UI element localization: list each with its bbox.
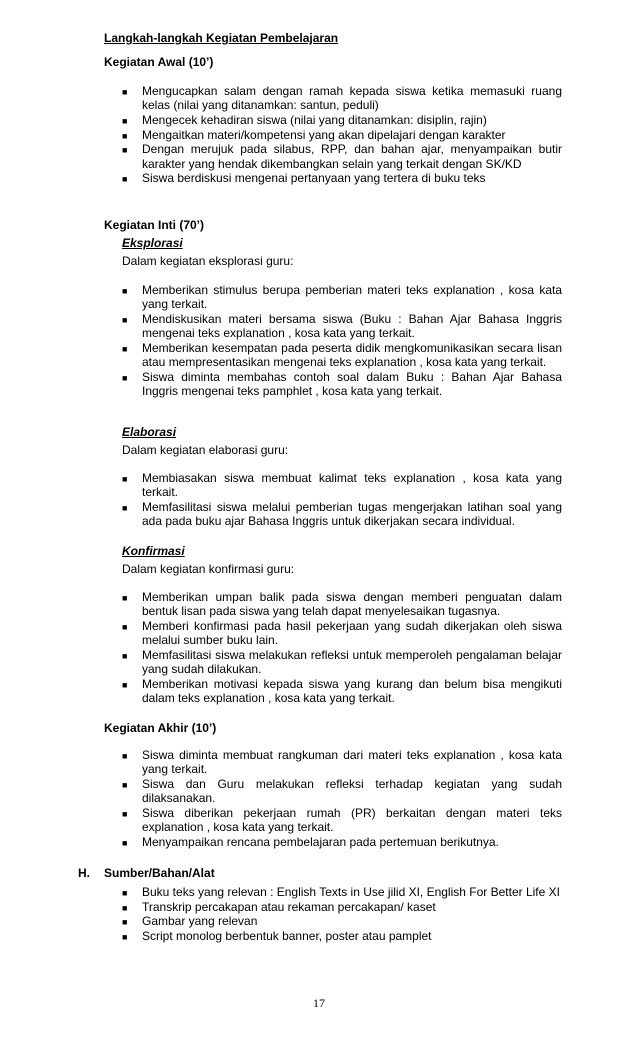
sumber-heading: Sumber/Bahan/Alat xyxy=(104,866,215,880)
list-item-text: Dengan merujuk pada silabus, RPP, dan bahan ajar, menyampaikan butir karakter yang hendak dikembangkan selain yang terkait dengan SK/KD xyxy=(142,142,562,171)
list-item xyxy=(122,914,562,928)
elaborasi-list xyxy=(122,471,562,529)
list-item xyxy=(122,341,562,370)
bullet-square-icon: ■ xyxy=(122,651,128,661)
list-item-text: Memberikan stimulus berupa pemberian materi teks explanation , kosa kata yang terkait. xyxy=(142,283,562,312)
list-item-text: Siswa dan Guru melakukan refleksi terhadap kegiatan yang sudah dilaksanakan. xyxy=(142,777,562,806)
eksplorasi-title: Eksplorasi xyxy=(122,236,183,250)
list-item xyxy=(122,929,562,943)
list-item-text: Mengaitkan materi/kompetensi yang akan dipelajari dengan karakter xyxy=(142,127,506,142)
list-item xyxy=(122,806,562,835)
list-item-text: Siswa berdiskusi mengenai pertanyaan yang tertera di buku teks xyxy=(142,171,486,186)
bullet-square-icon: ■ xyxy=(122,503,128,513)
list-item xyxy=(122,500,562,529)
bullet-square-icon: ■ xyxy=(122,474,128,484)
list-item xyxy=(122,619,562,648)
bullet-square-icon: ■ xyxy=(122,116,128,126)
bullet-square-icon: ■ xyxy=(122,680,128,690)
konfirmasi-intro: Dalam kegiatan konfirmasi guru: xyxy=(122,562,295,576)
elaborasi-intro: Dalam kegiatan elaborasi guru: xyxy=(122,443,289,457)
eksplorasi-list xyxy=(122,283,562,399)
list-item-text: Memberikan motivasi kepada siswa yang kurang dan belum bisa mengikuti dalam teks explanation , kosa kata yang terkait. xyxy=(142,677,562,706)
list-item xyxy=(122,835,562,849)
list-item-text: Siswa diminta membuat rangkuman dari materi teks explanation , kosa kata yang terkait. xyxy=(142,748,562,777)
bullet-square-icon: ■ xyxy=(122,286,128,296)
list-item-text: Menyampaikan rencana pembelajaran pada pertemuan berikutnya. xyxy=(142,835,499,849)
bullet-square-icon: ■ xyxy=(122,622,128,632)
list-item-text: Memberikan umpan balik pada siswa dengan memberi penguatan dalam bentuk lisan pada siswa yang telah dapat menyelesaikan tugasnya. xyxy=(142,590,562,619)
list-item-text: Transkrip percakapan atau rekaman percakapan/ kaset xyxy=(142,899,436,914)
bullet-square-icon: ■ xyxy=(122,751,128,761)
list-item xyxy=(122,171,562,185)
list-item xyxy=(122,648,562,677)
list-item xyxy=(122,113,562,127)
bullet-square-icon: ■ xyxy=(122,145,128,156)
bullet-square-icon: ■ xyxy=(122,130,128,141)
eksplorasi-intro: Dalam kegiatan eksplorasi guru: xyxy=(122,254,294,268)
list-item-text: Siswa diminta membahas contoh soal dalam Buku : Bahan Ajar Bahasa Inggris mengenai teks pamphlet , kosa kata yang terkait. xyxy=(142,370,562,399)
list-item-text: Membiasakan siswa membuat kalimat teks explanation , kosa kata yang terkait. xyxy=(142,471,562,500)
list-item xyxy=(122,777,562,806)
list-item xyxy=(122,370,562,399)
list-item-text: Memfasilitasi siswa melalui pemberian tugas mengerjakan latihan soal yang ada pada buku ajar Bahasa Inggris untuk dikerjakan secara individual. xyxy=(142,500,562,529)
list-item-text: Buku teks yang relevan : English Texts in Use jilid XI, English For Better Life XI xyxy=(142,885,560,899)
list-item xyxy=(122,590,562,619)
list-item xyxy=(122,84,562,113)
list-item-text: Mengucapkan salam dengan ramah kepada siswa ketika memasuki ruang kelas (nilai yang ditanamkan: santun, peduli) xyxy=(142,84,562,113)
section-letter-h: H. xyxy=(78,866,90,880)
list-item xyxy=(122,283,562,312)
list-item xyxy=(122,142,562,171)
bullet-square-icon: ■ xyxy=(122,315,128,325)
list-item-text: Script monolog berbentuk banner, poster atau pamplet xyxy=(142,928,432,943)
kegiatan-awal-list xyxy=(122,84,562,186)
kegiatan-akhir-list xyxy=(122,748,562,850)
list-item xyxy=(122,900,562,914)
kegiatan-awal-heading: Kegiatan Awal (10’) xyxy=(104,55,214,69)
kegiatan-inti-heading: Kegiatan Inti (70’) xyxy=(104,218,205,232)
bullet-square-icon: ■ xyxy=(122,780,128,790)
bullet-square-icon: ■ xyxy=(122,931,128,942)
bullet-square-icon: ■ xyxy=(122,344,128,354)
list-item-text: Gambar yang relevan xyxy=(142,914,258,929)
list-item-text: Mengecek kehadiran siswa (nilai yang ditanamkan: disiplin, rajin) xyxy=(142,113,487,127)
bullet-square-icon: ■ xyxy=(122,917,128,928)
list-item xyxy=(122,885,562,899)
list-item xyxy=(122,312,562,341)
konfirmasi-list xyxy=(122,590,562,706)
bullet-square-icon: ■ xyxy=(122,888,128,898)
list-item-text: Memberi konfirmasi pada hasil pekerjaan yang sudah dikerjakan oleh siswa melalui sumber buku lain. xyxy=(142,619,562,648)
kegiatan-akhir-heading: Kegiatan Akhir (10’) xyxy=(104,721,217,735)
page-number: 17 xyxy=(313,996,325,1010)
elaborasi-title: Elaborasi xyxy=(122,425,177,439)
bullet-square-icon: ■ xyxy=(122,902,128,913)
section-title: Langkah-langkah Kegiatan Pembelajaran xyxy=(104,31,339,45)
list-item xyxy=(122,471,562,500)
bullet-square-icon: ■ xyxy=(122,174,128,185)
list-item-text: Siswa diberikan pekerjaan rumah (PR) berkaitan dengan materi teks explanation , kosa kata yang terkait. xyxy=(142,806,562,835)
bullet-square-icon: ■ xyxy=(122,87,128,97)
konfirmasi-title: Konfirmasi xyxy=(122,544,185,558)
list-item xyxy=(122,677,562,706)
bullet-square-icon: ■ xyxy=(122,809,128,819)
list-item xyxy=(122,128,562,142)
bullet-square-icon: ■ xyxy=(122,593,128,603)
bullet-square-icon: ■ xyxy=(122,838,128,848)
list-item xyxy=(122,748,562,777)
bullet-square-icon: ■ xyxy=(122,373,128,383)
list-item-text: Memberikan kesempatan pada peserta didik mengkomunikasikan secara lisan atau mempresentasikan mengenai teks explanation , kosa kata yang terkait. xyxy=(142,341,562,370)
sumber-list xyxy=(122,885,562,943)
list-item-text: Memfasilitasi siswa melakukan refleksi untuk memperoleh pengalaman belajar yang sudah dilakukan. xyxy=(142,648,562,677)
list-item-text: Mendiskusikan materi bersama siswa (Buku : Bahan Ajar Bahasa Inggris mengenai teks explanation , kosa kata yang terkait. xyxy=(142,312,562,341)
